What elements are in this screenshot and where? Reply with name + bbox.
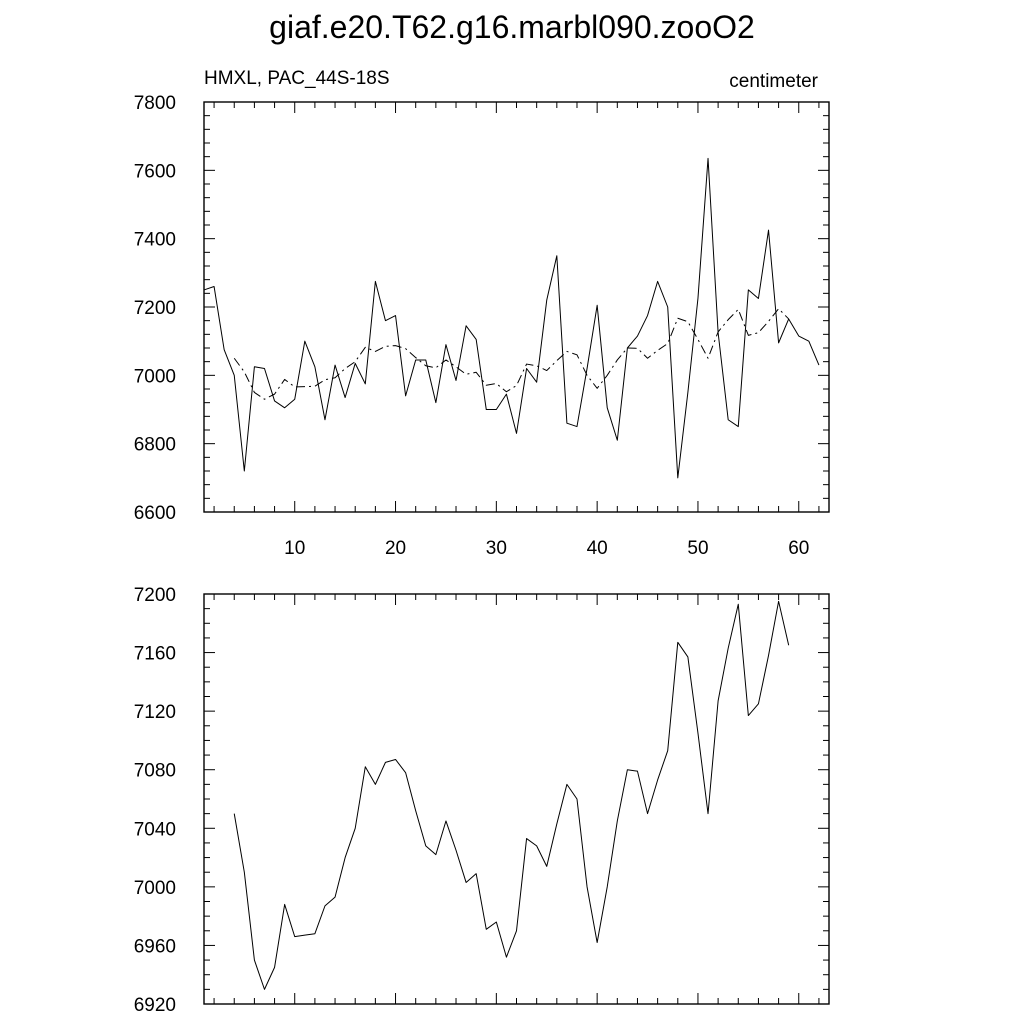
variable-label: HMXL, PAC_44S-18S (204, 68, 390, 89)
y-tick-label: 7080 (133, 760, 176, 782)
y-tick-label: 6800 (133, 434, 176, 456)
x-tick-label: 30 (485, 538, 507, 559)
solid-series-line (204, 158, 819, 477)
y-tick-label: 7400 (133, 229, 176, 251)
solid-series-line (234, 601, 788, 989)
y-tick-label: 6960 (133, 936, 176, 958)
x-tick-label: 60 (788, 538, 810, 559)
plot-frame (204, 102, 829, 512)
x-tick-label: 50 (687, 538, 709, 559)
y-tick-label: 7040 (133, 819, 176, 841)
bottom-panel (134, 585, 829, 1016)
plot-frame (204, 594, 829, 1004)
y-tick-label: 7600 (133, 161, 176, 183)
x-tick-label: 10 (284, 538, 306, 559)
y-tick-label: 7000 (133, 366, 176, 388)
y-tick-label: 7120 (133, 702, 176, 724)
x-tick-label: 40 (586, 538, 608, 559)
y-tick-label: 7200 (133, 585, 176, 606)
chart-title: giaf.e20.T62.g16.marbl090.zooO2 (269, 9, 755, 45)
units-label: centimeter (729, 71, 818, 92)
dashdot-series-line (234, 309, 788, 400)
y-tick-label: 7160 (133, 643, 176, 665)
top-panel (134, 93, 829, 559)
y-tick-label: 7800 (133, 93, 176, 114)
x-tick-label: 20 (384, 538, 407, 559)
y-tick-label: 6920 (133, 995, 176, 1016)
y-tick-label: 7200 (133, 298, 176, 319)
y-tick-label: 6600 (133, 503, 176, 524)
y-tick-label: 7000 (133, 877, 176, 899)
